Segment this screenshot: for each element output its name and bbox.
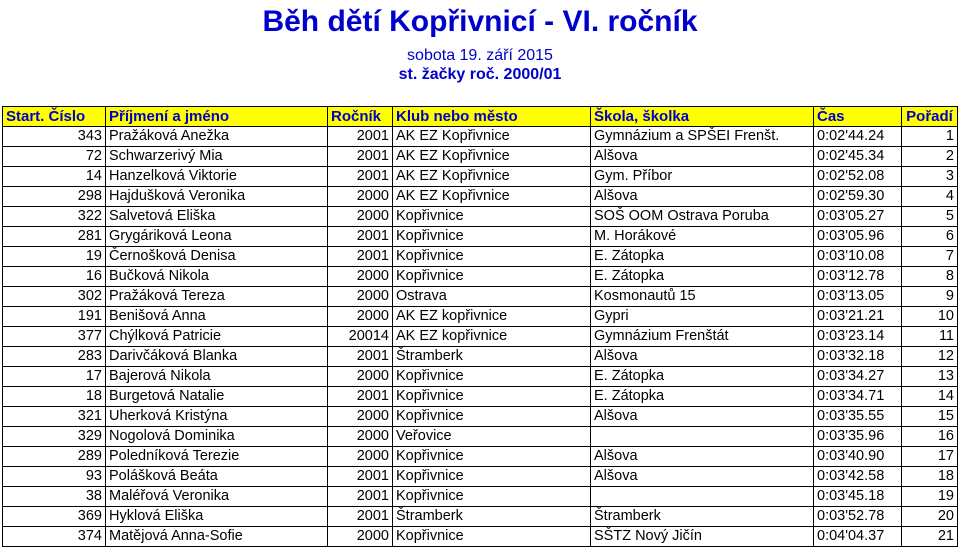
year-cell: 2000 xyxy=(328,367,393,387)
table-row xyxy=(3,427,958,447)
header-row xyxy=(3,107,958,127)
time-cell: 0:03'35.55 xyxy=(814,407,902,427)
results-table xyxy=(2,106,958,547)
club-cell: Kopřivnice xyxy=(393,387,591,407)
time-cell: 0:02'44.24 xyxy=(814,127,902,147)
school-cell: Kosmonautů 15 xyxy=(591,287,814,307)
rank-cell: 14 xyxy=(902,387,958,407)
school-cell: Alšova xyxy=(591,467,814,487)
year-cell: 2001 xyxy=(328,127,393,147)
school-cell: Alšova xyxy=(591,147,814,167)
name-cell: Grygáriková Leona xyxy=(106,227,328,247)
club-cell: Kopřivnice xyxy=(393,467,591,487)
rank-cell: 20 xyxy=(902,507,958,527)
club-cell: AK EZ Kopřivnice xyxy=(393,127,591,147)
school-cell xyxy=(591,487,814,507)
table-row xyxy=(3,267,958,287)
start-number-cell: 283 xyxy=(3,347,106,367)
name-cell: Benišová Anna xyxy=(106,307,328,327)
start-number-cell: 19 xyxy=(3,247,106,267)
rank-cell: 4 xyxy=(902,187,958,207)
start-number-cell: 16 xyxy=(3,267,106,287)
table-row xyxy=(3,387,958,407)
table-row xyxy=(3,207,958,227)
club-cell: AK EZ kopřivnice xyxy=(393,327,591,347)
start-number-cell: 343 xyxy=(3,127,106,147)
club-cell: Kopřivnice xyxy=(393,207,591,227)
year-cell: 2001 xyxy=(328,227,393,247)
time-cell: 0:03'35.96 xyxy=(814,427,902,447)
table-row xyxy=(3,147,958,167)
start-number-cell: 369 xyxy=(3,507,106,527)
start-number-cell: 289 xyxy=(3,447,106,467)
school-cell: Gymnázium a SPŠEI Frenšt. xyxy=(591,127,814,147)
year-cell: 2000 xyxy=(328,267,393,287)
year-cell: 2000 xyxy=(328,527,393,547)
table-row xyxy=(3,407,958,427)
name-cell: Bučková Nikola xyxy=(106,267,328,287)
year-cell: 2000 xyxy=(328,287,393,307)
name-cell: Bajerová Nikola xyxy=(106,367,328,387)
name-cell: Darivčáková Blanka xyxy=(106,347,328,367)
start-number-cell: 17 xyxy=(3,367,106,387)
year-cell: 2001 xyxy=(328,247,393,267)
name-cell: Salvetová Eliška xyxy=(106,207,328,227)
club-cell: Kopřivnice xyxy=(393,247,591,267)
time-cell: 0:02'52.08 xyxy=(814,167,902,187)
rank-cell: 2 xyxy=(902,147,958,167)
start-number-cell: 298 xyxy=(3,187,106,207)
name-cell: Chýlková Patricie xyxy=(106,327,328,347)
col-header-time: Čas xyxy=(814,107,902,127)
year-cell: 2000 xyxy=(328,407,393,427)
school-cell: E. Zátopka xyxy=(591,267,814,287)
school-cell: Alšova xyxy=(591,347,814,367)
year-cell: 2000 xyxy=(328,187,393,207)
table-row xyxy=(3,467,958,487)
table-row xyxy=(3,167,958,187)
col-header-name: Příjmení a jméno xyxy=(106,107,328,127)
rank-cell: 21 xyxy=(902,527,958,547)
table-row xyxy=(3,287,958,307)
rank-cell: 13 xyxy=(902,367,958,387)
table-row xyxy=(3,347,958,367)
year-cell: 2001 xyxy=(328,507,393,527)
table-row xyxy=(3,487,958,507)
name-cell: Polášková Beáta xyxy=(106,467,328,487)
school-cell: E. Zátopka xyxy=(591,247,814,267)
rank-cell: 15 xyxy=(902,407,958,427)
time-cell: 0:03'45.18 xyxy=(814,487,902,507)
rank-cell: 11 xyxy=(902,327,958,347)
club-cell: Kopřivnice xyxy=(393,527,591,547)
club-cell: Štramberk xyxy=(393,507,591,527)
time-cell: 0:03'12.78 xyxy=(814,267,902,287)
name-cell: Pražáková Anežka xyxy=(106,127,328,147)
name-cell: Schwarzerivý Mia xyxy=(106,147,328,167)
time-cell: 0:03'23.14 xyxy=(814,327,902,347)
time-cell: 0:03'10.08 xyxy=(814,247,902,267)
rank-cell: 16 xyxy=(902,427,958,447)
rank-cell: 19 xyxy=(902,487,958,507)
table-row xyxy=(3,507,958,527)
time-cell: 0:03'52.78 xyxy=(814,507,902,527)
year-cell: 2001 xyxy=(328,347,393,367)
rank-cell: 3 xyxy=(902,167,958,187)
school-cell: E. Zátopka xyxy=(591,387,814,407)
rank-cell: 9 xyxy=(902,287,958,307)
club-cell: AK EZ kopřivnice xyxy=(393,307,591,327)
start-number-cell: 191 xyxy=(3,307,106,327)
col-header-school: Škola, školka xyxy=(591,107,814,127)
year-cell: 2000 xyxy=(328,427,393,447)
year-cell: 2001 xyxy=(328,167,393,187)
start-number-cell: 321 xyxy=(3,407,106,427)
rank-cell: 18 xyxy=(902,467,958,487)
club-cell: Štramberk xyxy=(393,347,591,367)
club-cell: Kopřivnice xyxy=(393,227,591,247)
page-header xyxy=(0,0,960,106)
time-cell: 0:03'34.71 xyxy=(814,387,902,407)
start-number-cell: 18 xyxy=(3,387,106,407)
time-cell: 0:02'45.34 xyxy=(814,147,902,167)
name-cell: Pražáková Tereza xyxy=(106,287,328,307)
start-number-cell: 377 xyxy=(3,327,106,347)
time-cell: 0:03'42.58 xyxy=(814,467,902,487)
name-cell: Poledníková Terezie xyxy=(106,447,328,467)
school-cell: Gym. Příbor xyxy=(591,167,814,187)
time-cell: 0:02'59.30 xyxy=(814,187,902,207)
rank-cell: 17 xyxy=(902,447,958,467)
name-cell: Nogolová Dominika xyxy=(106,427,328,447)
club-cell: Veřovice xyxy=(393,427,591,447)
school-cell: Gypri xyxy=(591,307,814,327)
name-cell: Hyklová Eliška xyxy=(106,507,328,527)
category-label: st. žačky roč. 2000/01 xyxy=(398,66,562,83)
start-number-cell: 72 xyxy=(3,147,106,167)
time-cell: 0:03'05.27 xyxy=(814,207,902,227)
club-cell: Kopřivnice xyxy=(393,487,591,507)
club-cell: Kopřivnice xyxy=(393,367,591,387)
rank-cell: 6 xyxy=(902,227,958,247)
school-cell: Alšova xyxy=(591,447,814,467)
start-number-cell: 322 xyxy=(3,207,106,227)
start-number-cell: 93 xyxy=(3,467,106,487)
year-cell: 2001 xyxy=(328,387,393,407)
club-cell: Ostrava xyxy=(393,287,591,307)
year-cell: 2001 xyxy=(328,147,393,167)
school-cell: Alšova xyxy=(591,187,814,207)
col-header-year: Ročník xyxy=(328,107,393,127)
time-cell: 0:03'32.18 xyxy=(814,347,902,367)
name-cell: Uherková Kristýna xyxy=(106,407,328,427)
page-title: Běh dětí Kopřivnicí - VI. ročník xyxy=(262,5,698,38)
table-row xyxy=(3,307,958,327)
start-number-cell: 14 xyxy=(3,167,106,187)
table-row xyxy=(3,227,958,247)
event-date: sobota 19. září 2015 xyxy=(407,47,553,64)
start-number-cell: 302 xyxy=(3,287,106,307)
table-row xyxy=(3,187,958,207)
table-row xyxy=(3,327,958,347)
table-row xyxy=(3,247,958,267)
year-cell: 2000 xyxy=(328,307,393,327)
name-cell: Maléřová Veronika xyxy=(106,487,328,507)
school-cell: E. Zátopka xyxy=(591,367,814,387)
school-cell: Štramberk xyxy=(591,507,814,527)
col-header-start-number: Start. Číslo xyxy=(3,107,106,127)
year-cell: 20014 xyxy=(328,327,393,347)
name-cell: Hanzelková Viktorie xyxy=(106,167,328,187)
start-number-cell: 38 xyxy=(3,487,106,507)
school-cell: Gymnázium Frenštát xyxy=(591,327,814,347)
time-cell: 0:03'05.96 xyxy=(814,227,902,247)
year-cell: 2001 xyxy=(328,487,393,507)
club-cell: Kopřivnice xyxy=(393,447,591,467)
time-cell: 0:03'40.90 xyxy=(814,447,902,467)
name-cell: Matějová Anna-Sofie xyxy=(106,527,328,547)
time-cell: 0:03'21.21 xyxy=(814,307,902,327)
time-cell: 0:04'04.37 xyxy=(814,527,902,547)
rank-cell: 7 xyxy=(902,247,958,267)
start-number-cell: 329 xyxy=(3,427,106,447)
school-cell: SŠTZ Nový Jičín xyxy=(591,527,814,547)
year-cell: 2000 xyxy=(328,447,393,467)
school-cell: Alšova xyxy=(591,407,814,427)
table-row xyxy=(3,367,958,387)
club-cell: Kopřivnice xyxy=(393,407,591,427)
col-header-club: Klub nebo město xyxy=(393,107,591,127)
col-header-rank: Pořadí xyxy=(902,107,958,127)
club-cell: AK EZ Kopřivnice xyxy=(393,167,591,187)
year-cell: 2000 xyxy=(328,207,393,227)
name-cell: Hajdušková Veronika xyxy=(106,187,328,207)
club-cell: AK EZ Kopřivnice xyxy=(393,187,591,207)
name-cell: Burgetová Natalie xyxy=(106,387,328,407)
table-row xyxy=(3,527,958,547)
school-cell: SOŠ OOM Ostrava Poruba xyxy=(591,207,814,227)
rank-cell: 8 xyxy=(902,267,958,287)
start-number-cell: 374 xyxy=(3,527,106,547)
club-cell: AK EZ Kopřivnice xyxy=(393,147,591,167)
year-cell: 2001 xyxy=(328,467,393,487)
rank-cell: 12 xyxy=(902,347,958,367)
rank-cell: 1 xyxy=(902,127,958,147)
school-cell xyxy=(591,427,814,447)
table-row xyxy=(3,447,958,467)
school-cell: M. Horákové xyxy=(591,227,814,247)
club-cell: Kopřivnice xyxy=(393,267,591,287)
name-cell: Černošková Denisa xyxy=(106,247,328,267)
rank-cell: 10 xyxy=(902,307,958,327)
time-cell: 0:03'13.05 xyxy=(814,287,902,307)
table-row xyxy=(3,127,958,147)
rank-cell: 5 xyxy=(902,207,958,227)
start-number-cell: 281 xyxy=(3,227,106,247)
time-cell: 0:03'34.27 xyxy=(814,367,902,387)
